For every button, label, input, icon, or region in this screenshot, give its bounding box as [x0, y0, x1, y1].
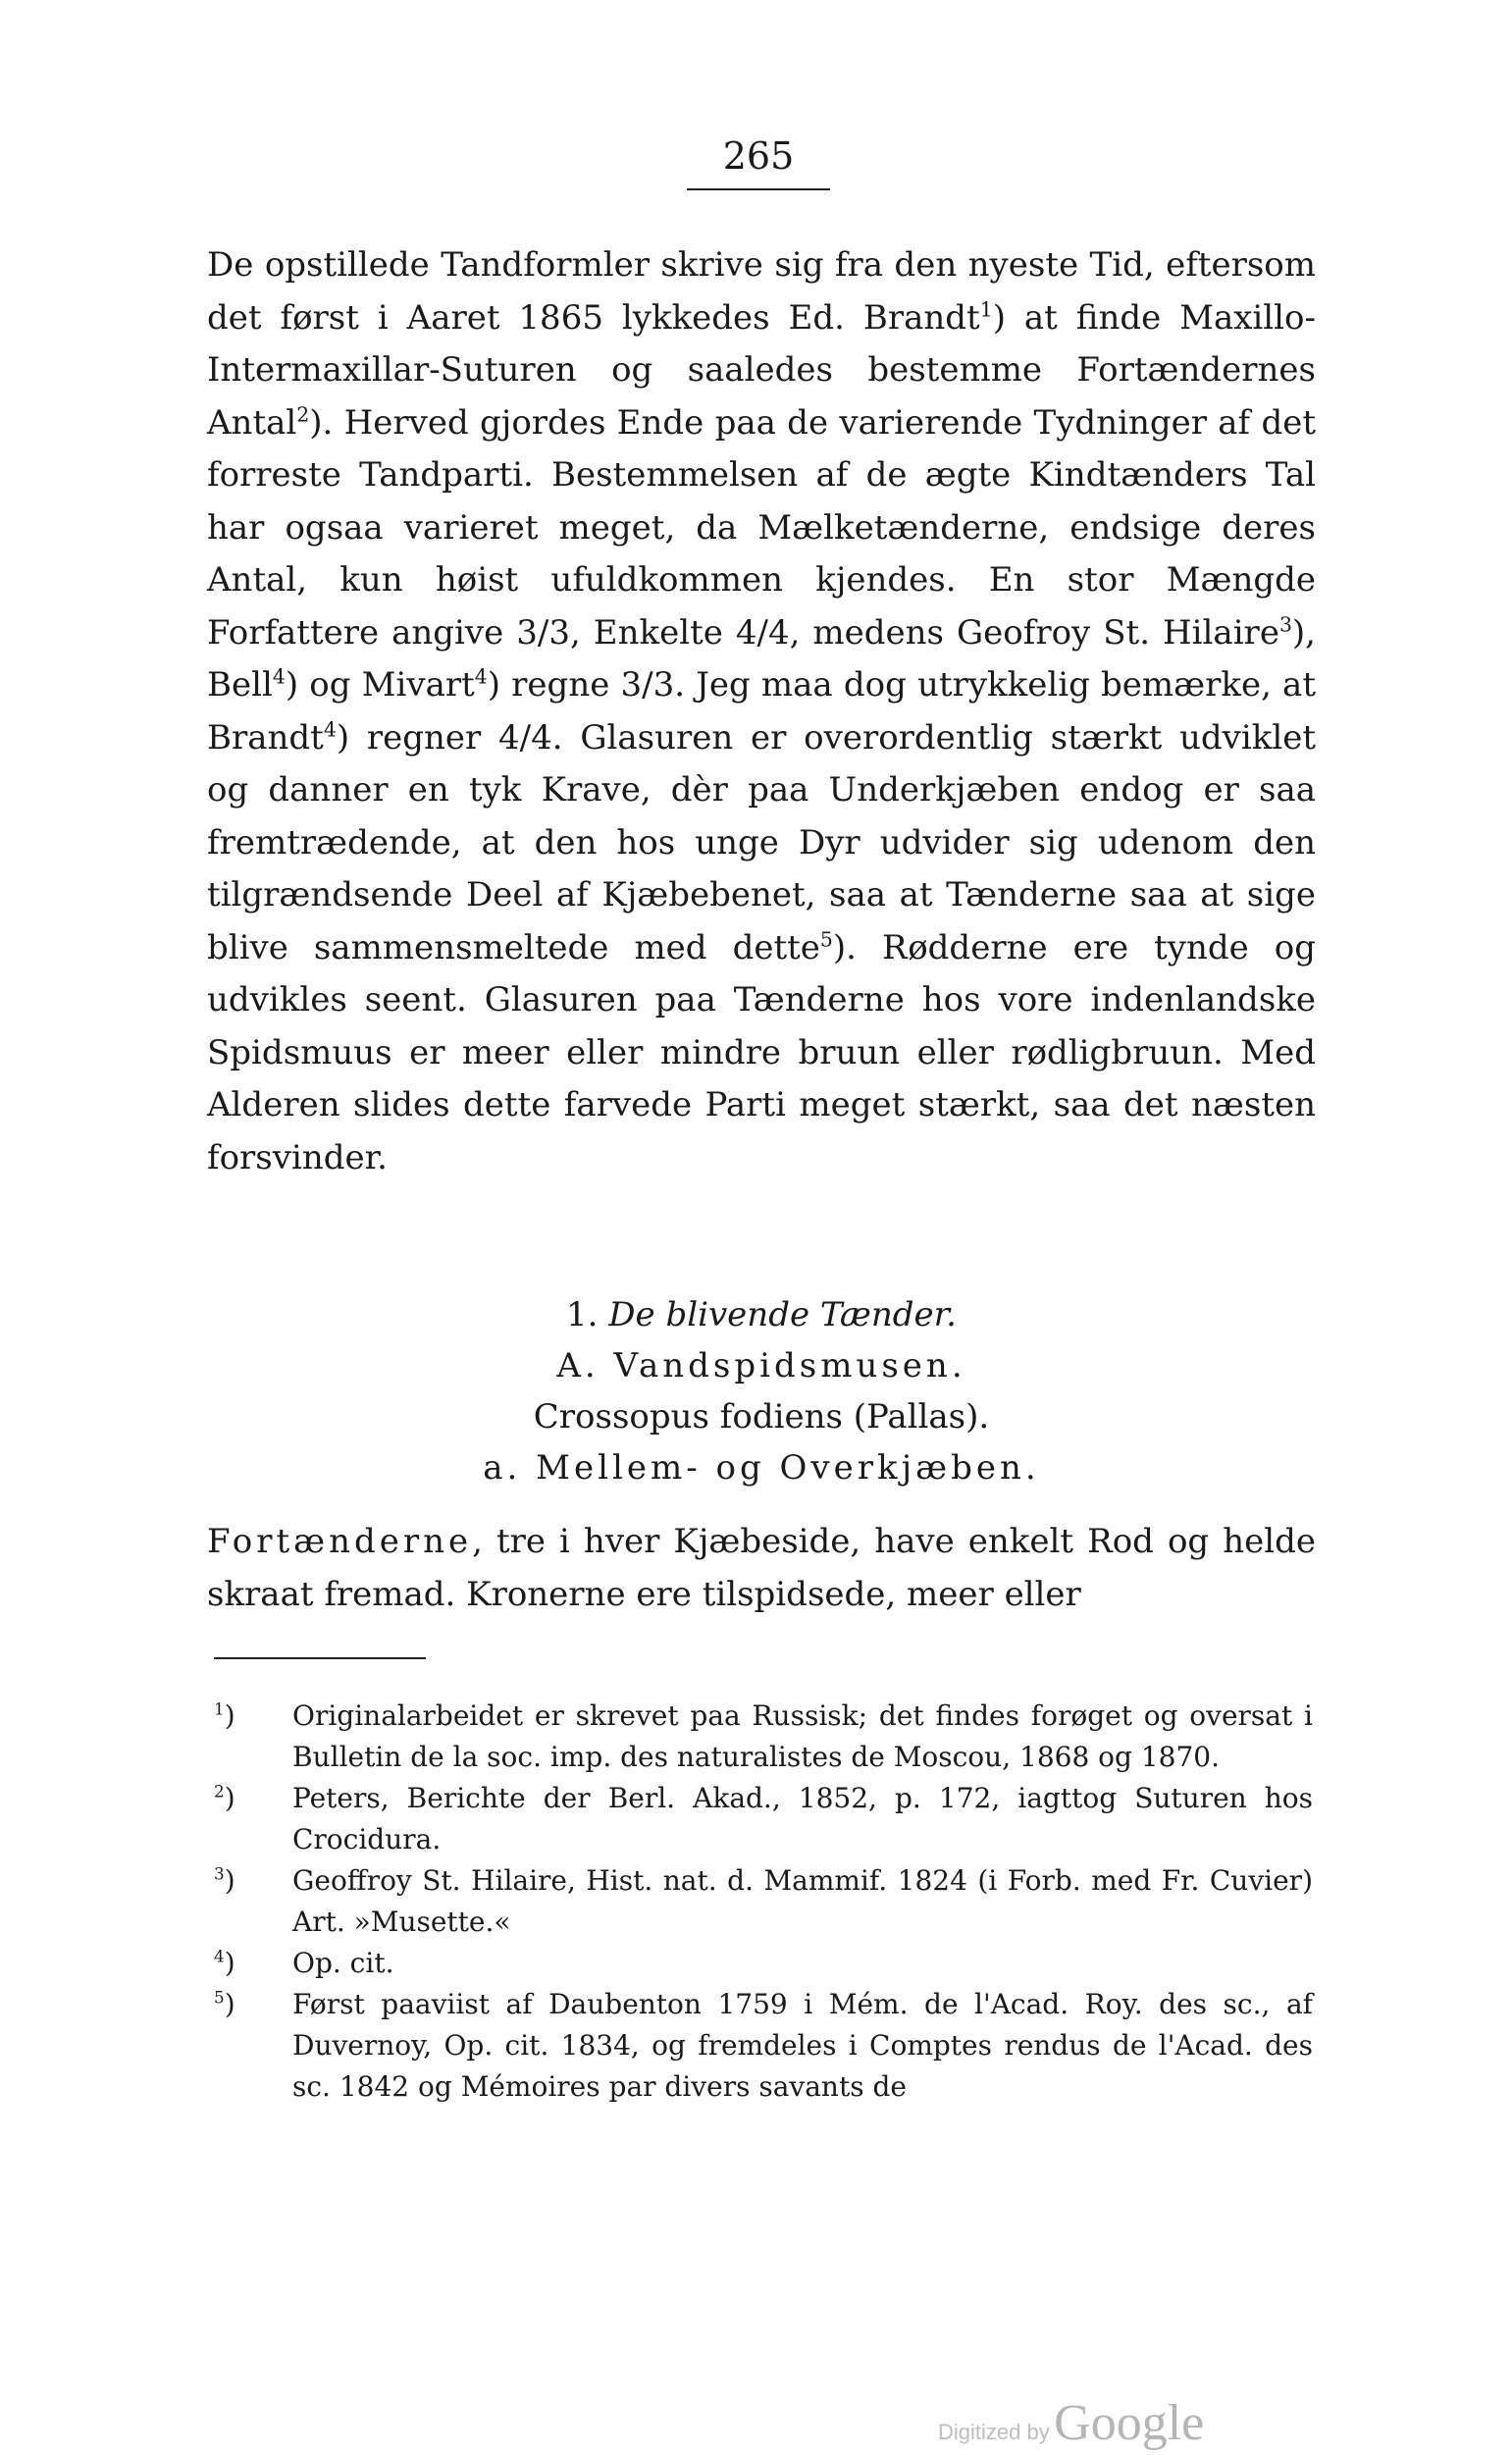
section-heading: 1. De blivende Tænder. — [566, 1295, 957, 1334]
fraction: 4/4 — [735, 612, 790, 653]
footnote-ref-3: 3 — [1278, 612, 1292, 637]
sub-subsection-heading: a. Mellem- og Overkjæben. — [483, 1448, 1040, 1488]
footnote-divider — [214, 1657, 426, 1659]
footnote: $^4$) Op. cit. — [214, 1946, 394, 1979]
footnote-ref-5: 5 — [819, 927, 833, 952]
section-headings — [207, 1289, 1316, 1493]
footnote: $^5$) Først paaviist af Daubenton 1759 i Mém. de l'Acad. Roy. des sc., af Duvernoy, Op. cit. 1834, og fremdeles i Comptes rendus de l'Acad. des sc. 1842 og Mémoires par divers savants de — [214, 1987, 1313, 2103]
footnote-ref-2: 2 — [296, 402, 310, 427]
footnote-ref-4: 4 — [323, 717, 337, 742]
paragraph-lead-word: Fortænderne — [207, 1522, 473, 1561]
digitized-watermark — [938, 2394, 1204, 2452]
subsection-heading: A. Vandspidsmusen. — [556, 1346, 966, 1385]
body-paragraph-2: Fortænderne, tre i hver Kjæbeside, have enkelt Rod og helde skraat fremad. Kronerne ere tilspidsede, meer eller — [207, 1522, 1316, 1614]
page-number-underline — [687, 188, 830, 190]
fraction: 4/4 — [498, 717, 552, 757]
page-number: 265 — [722, 134, 795, 178]
footnote-ref-1: 1 — [979, 297, 993, 322]
fraction: 3/3 — [620, 665, 675, 705]
body-paragraph-1: De opstillede Tandformler skrive sig fra den nyeste Tid, eftersom det først i Aaret 1865 lykkedes Ed. Brandt$^1$) at finde Maxillo-Intermaxillar-Suturen og saaledes bestemme Fortændernes Antal$^2$). Herved gjordes Ende paa de varierende Tydninger af det forreste Tandparti. Bestemmelsen af de ægte Kindtænders Tal har ogsaa varieret meget, da Mælketænderne, endsige deres Antal, kun høist ufuldkommen kjendes. En stor Mængde Forfattere angive 3/3, Enkelte 4/4, medens Geofroy St. Hilaire$^3$), Bell$^4$) og Mivart$^4$) regne 3/3. Jeg maa dog utrykkelig bemærke, at Brandt$^4$) regner 4/4. Glasuren er overordentlig stærkt udviklet og danner en tyk Krave, dèr paa Underkjæben endog er saa fremtrædende, at den hos unge Dyr udvider sig udenom den tilgrændsende Deel af Kjæbebenet, saa at Tænderne saa at sige blive sammensmeltede med dette$^5$). Rødderne ere tynde og udvikles seent. Glasuren paa Tænderne hos vore indenlandske Spidsmuus er meer eller mindre bruun eller rødligbruun. Med Alderen slides dette farvede Parti meget stærkt, saa det næsten forsvinder. — [207, 245, 1317, 1177]
species-heading: Crossopus fodiens (Pallas). — [533, 1397, 990, 1436]
footnote: $^1$) Originalarbeidet er skrevet paa Russisk; det findes forøget og oversat i Bulletin de la soc. imp. des naturalistes de Moscou, 1868 og 1870. — [214, 1698, 1313, 1773]
google-logo: Google — [1054, 2395, 1205, 2451]
footnote: $^2$) Peters, Berichte der Berl. Akad., 1852, p. 172, iagttog Suturen hos Crocidura. — [214, 1781, 1313, 1855]
footnote-ref-4: 4 — [272, 664, 286, 689]
footnote: $^3$) Geoffroy St. Hilaire, Hist. nat. d. Mammif. 1824 (i Forb. med Fr. Cuvier) Art. »Musette.« — [214, 1863, 1313, 1938]
watermark-prefix: Digitized by — [938, 2420, 1050, 2444]
footnotes — [214, 1696, 1313, 2108]
section-heading-title: De blivende Tænder. — [608, 1295, 957, 1334]
footnote-ref-4: 4 — [474, 664, 488, 689]
fraction: 3/3 — [516, 612, 570, 653]
